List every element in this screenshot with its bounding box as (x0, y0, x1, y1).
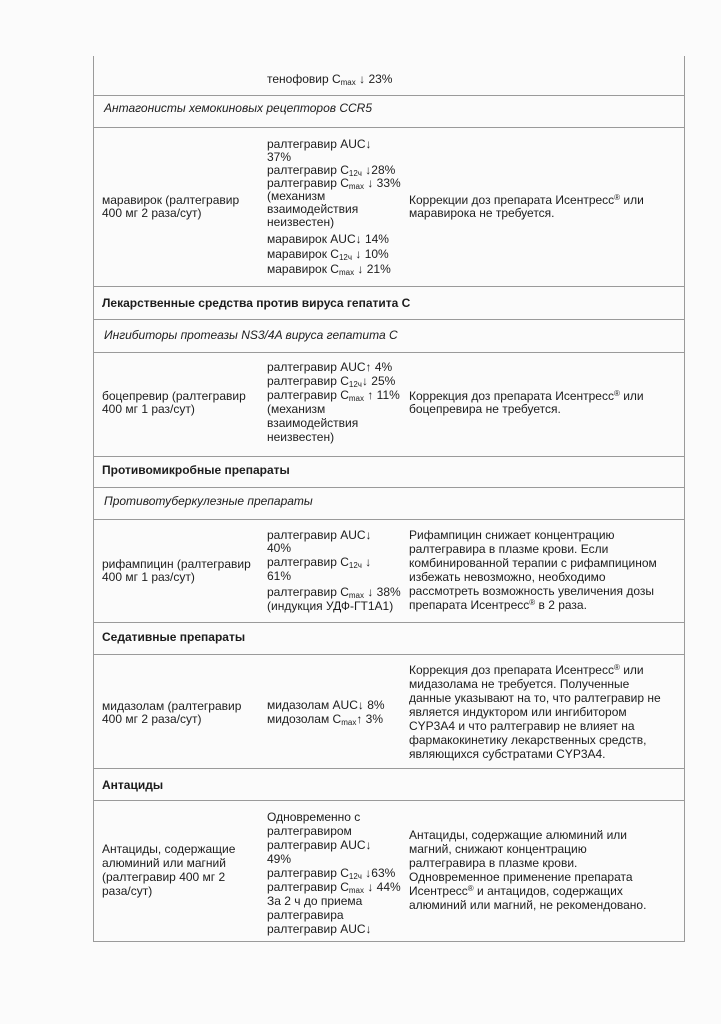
effect-line: маравирок $C_{12ч}$ ↓ 10% (267, 247, 389, 262)
subheading-ns3: Ингибиторы протеазы NS3/4A вируса гепатита С (104, 328, 398, 342)
comment-maraviroc-line1: Коррекции доз препарата Исентресс® или (409, 193, 644, 207)
drug-midazolam-line2: 400 мг 2 раза/сут) (102, 712, 202, 726)
effect-line: взаимодействия (267, 416, 359, 430)
row-divider (93, 352, 685, 353)
comment-line: Антациды, содержащие алюминий или (409, 828, 627, 842)
effect-line: ралтегравир $C_{12ч}$ ↓28% (267, 163, 396, 178)
comment-boceprevir-line2: боцепревира не требуется. (409, 402, 561, 416)
comment-line: магний, снижают концентрацию (409, 842, 587, 856)
comment-line: избежать невозможно, необходимо (409, 570, 606, 584)
subheading-ccr5: Антагонисты хемокиновых рецепторов CCR5 (104, 101, 373, 115)
effect-line: ралтегравира (267, 908, 344, 922)
effect-line: маравирок $C_{max}$ ↓ 21% (267, 262, 391, 277)
comment-line: ралтегравира в плазме крови. Если (409, 542, 609, 556)
effect-line: маравирок AUC↓ 14% (267, 232, 389, 246)
comment-line: является индуктором или ингибитором (409, 705, 627, 719)
row-divider (93, 654, 685, 655)
section-sedatives: Седативные препараты (102, 630, 246, 644)
effect-line: мидазолам AUC↓ 8% (267, 698, 385, 712)
effect-line: ралтегравир $C_{max}$ ↓ 44% (267, 880, 401, 895)
drug-antacid-line: Антациды, содержащие (102, 842, 236, 856)
effect-line: ралтегравир $C_{max}$ ↓ 38% (267, 585, 401, 600)
drug-antacid-line: (ралтегравир 400 мг 2 (102, 870, 226, 884)
effect-line: 40% (267, 541, 292, 555)
effect-line: 61% (267, 569, 292, 583)
row-divider (93, 519, 685, 520)
drug-antacid-line: раза/сут) (102, 884, 153, 898)
effect-line: взаимодействия (267, 202, 359, 216)
effect-line: (индукция УДФ-ГТ1А1) (267, 599, 394, 613)
drug-maraviroc-line1: маравирок (ралтегравир (102, 193, 240, 207)
effect-line: 49% (267, 852, 292, 866)
drug-rifampicin-line2: 400 мг 1 раз/сут) (102, 570, 195, 584)
effect-line: ралтегравир AUC↓ (267, 838, 372, 852)
effect-line: неизвестен) (267, 215, 335, 229)
comment-maraviroc-line2: маравирока не требуется. (409, 206, 555, 220)
effect-line: ралтегравир $C_{12ч}↓$ 25% (267, 374, 396, 389)
section-antacids: Антациды (102, 778, 164, 792)
row-divider (93, 800, 685, 801)
row-divider (93, 286, 685, 287)
effect-line: ралтегравир $C_{max}$ ↓ 33% (267, 176, 401, 191)
effect-tenofovir: тенофовир $C_{max}$ ↓ 23% (267, 72, 393, 87)
comment-line: Рифампицин снижает концентрацию (409, 528, 615, 542)
comment-line: рассмотреть возможность увеличения дозы (409, 584, 654, 598)
drug-boceprevir-line1: боцепревир (ралтегравир (102, 389, 246, 403)
row-divider (93, 95, 685, 96)
subheading-antitb: Противотуберкулезные препараты (104, 494, 313, 508)
comment-line: Исентресс® и антацидов, содержащих (409, 884, 623, 898)
drug-rifampicin-line1: рифампицин (ралтегравир (102, 557, 251, 571)
comment-line: мидазолама не требуется. Полученные (409, 677, 630, 691)
row-divider (93, 127, 685, 128)
effect-line: ралтегравиром (267, 824, 352, 838)
row-divider (93, 487, 685, 488)
row-divider (93, 319, 685, 320)
drug-midazolam-line1: мидазолам (ралтегравир (102, 699, 242, 713)
effect-line: ралтегравир AUC↓ (267, 137, 372, 151)
effect-line: мидозолам $C_{max}↑$ 3% (267, 712, 384, 727)
effect-line: За 2 ч до приема (267, 894, 363, 908)
effect-line: ралтегравир $C_{12ч}$ ↓63% (267, 866, 396, 881)
comment-boceprevir-line1: Коррекция доз препарата Исентресс® или (409, 389, 644, 403)
effect-line: (механизм (267, 189, 326, 203)
comment-line: данные указывают на то, что ралтегравир не (409, 691, 661, 705)
comment-line: CYP3A4 и что ралтегравир не влияет на (409, 719, 635, 733)
table-border-left (93, 56, 94, 941)
drug-antacid-line: алюминий или магний (102, 856, 226, 870)
effect-line: ралтегравир $C_{12ч}$ ↓ (267, 555, 372, 570)
drug-maraviroc-line2: 400 мг 2 раза/сут) (102, 206, 202, 220)
comment-line: ралтегравира в плазме крови. (409, 856, 578, 870)
row-divider (93, 456, 685, 457)
effect-line: ралтегравир AUC↓ (267, 528, 372, 542)
effect-line: ралтегравир AUC↑ 4% (267, 360, 393, 374)
drug-boceprevir-line2: 400 мг 1 раз/сут) (102, 402, 195, 416)
comment-line: фармакокинетику лекарственных средств, (409, 733, 647, 747)
row-divider (93, 622, 685, 623)
section-antimicrobial: Противомикробные препараты (102, 463, 290, 477)
effect-line: ралтегравир $C_{max}$ ↑ 11% (267, 388, 400, 403)
effect-line: ралтегравир AUC↓ (267, 922, 372, 936)
effect-line: неизвестен) (267, 430, 335, 444)
effect-line: 37% (267, 150, 292, 164)
row-divider (93, 941, 685, 942)
table-border-right (684, 56, 685, 941)
comment-line: являющихся субстратами CYP3A4. (409, 747, 606, 761)
comment-line: алюминий или магний, не рекомендовано. (409, 898, 647, 912)
effect-line: (механизм (267, 402, 326, 416)
effect-line: Одновременно с (267, 810, 361, 824)
comment-line: препарата Исентресс® в 2 раза. (409, 598, 587, 612)
comment-line: Коррекция доз препарата Исентресс® или (409, 663, 644, 677)
comment-line: Одновременное применение препарата (409, 870, 633, 884)
comment-line: комбинированной терапии с рифампицином (409, 556, 657, 570)
section-hcv: Лекарственные средства против вируса гепатита С (102, 296, 411, 310)
row-divider (93, 768, 685, 769)
